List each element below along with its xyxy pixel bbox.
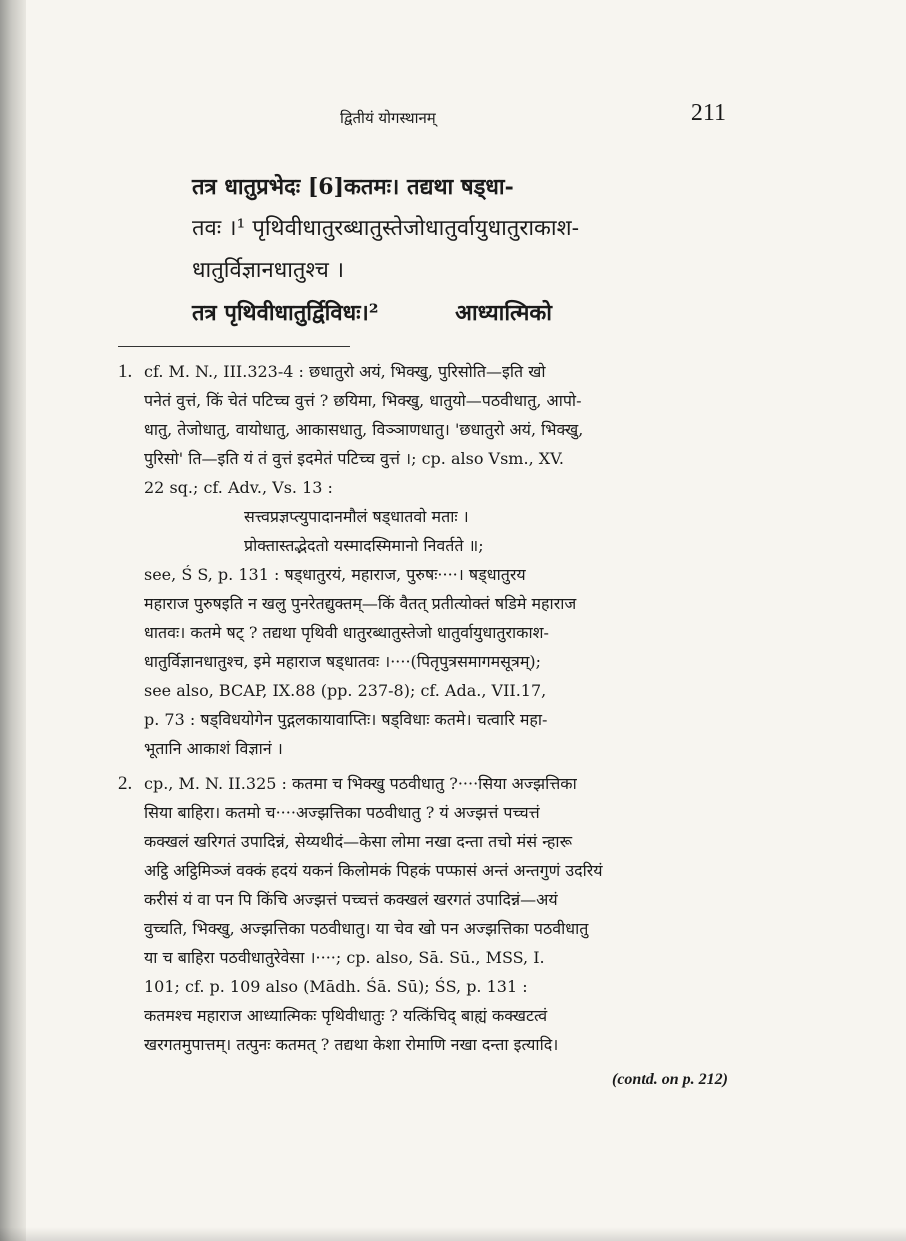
footnote-line: महाराज पुरुषइति न खलु पुनरेतद्युक्तम्—किं वैतत् प्रतीत्योक्तं षडिमे महाराज (144, 594, 577, 613)
footnote-line: cp., M. N. II.325 : कतमा च भिक्खु पठवीधातु ?····सिया अज्झत्तिका (144, 774, 577, 793)
footnote-line: धातुर्विज्ञानधातुश्च, इमे महाराज षड्धातवः ।····(पितृपुत्रसमागमसूत्रम्); (144, 652, 542, 671)
footnote-line: cf. M. N., III.323-4 : छधातुरो अयं, भिक्खु, पुरिसोति—इति खो (144, 362, 546, 381)
footnote-line: कक्खलं खरिगतं उपादिन्नं, सेय्यथीदं—केसा लोमा नखा दन्ता तचो मंसं न्हारू (144, 832, 572, 851)
book-spine-shadow (0, 0, 26, 1241)
main-line: धातुर्विज्ञानधातुश्च । (192, 258, 345, 283)
continued-note: (contd. on p. 212) (612, 1071, 728, 1088)
page-number: 211 (690, 100, 726, 126)
footnote-line: पनेतं वुत्तं, किं चेतं पटिच्च वुत्तं ? छयिमा, भिक्खु, धातुयो—पठवीधातु, आपो- (144, 391, 582, 410)
footnote-line: करीसं यं वा पन पि किंचि अज्झत्तं पच्चत्तं कक्खलं खरगतं उपादिन्नं—अयं (144, 890, 558, 909)
footnote-2 (118, 769, 728, 1059)
footnote-line: 101; cf. p. 109 also (Mādh. Śā. Sū); ŚS, p. 131 : (144, 977, 528, 996)
page-edge-shadow (0, 1227, 906, 1241)
footnotes (118, 357, 728, 1094)
verse-line: प्रोक्तास्तद्भेदतो यस्मादस्मिमानो निवर्तते ॥; (244, 536, 484, 555)
footnote-line: पुरिसो' ति—इति यं तं वुत्तं इदमेतं पटिच्च वुत्तं ।; cp. also Vsm., XV. (144, 449, 564, 468)
main-line: तवः ।¹ पृथिवीधातुरब्धातुस्तेजोधातुर्वायुधातुराकाश- (192, 216, 580, 241)
footnote-line: या च बाहिरा पठवीधातुरेवेसा ।····; cp. also, Sā. Sū., MSS, I. (144, 948, 545, 967)
footnote-line: भूतानि आकाशं विज्ञानं । (144, 739, 283, 758)
footnote-line: सिया बाहिरा। कतमो च····अज्झत्तिका पठवीधातु ? यं अज्झत्तं पच्चत्तं (144, 803, 540, 822)
footnote-rule (118, 346, 350, 347)
running-title: द्वितीयं योगस्थानम् (340, 109, 436, 127)
footnote-line: see also, BCAP, IX.88 (pp. 237-8); cf. Ada., VII.17, (144, 681, 547, 700)
page (118, 100, 728, 1094)
footnote-number: 2. (118, 773, 133, 794)
footnote-number: 1. (118, 361, 133, 382)
footnote-1 (118, 357, 728, 763)
main-line: तत्र पृथिवीधातुर्द्विविधः।² आध्यात्मिको (192, 300, 552, 326)
footnote-line: see, Ś S, p. 131 : षड्धातुरयं, महाराज, पुरुषः····। षड्धातुरय (144, 565, 526, 584)
verse-line: सत्त्वप्रज्ञप्त्युपादानमौलं षड्धातवो मताः । (244, 507, 469, 526)
footnote-line: p. 73 : षड्विधयोगेन पुद्गलकायावाप्तिः। षड्विधाः कतमे। चत्वारि महा- (144, 710, 548, 729)
footnote-line: 22 sq.; cf. Adv., Vs. 13 : (144, 478, 333, 497)
main-text (118, 166, 728, 334)
footnote-line: खरगतमुपात्तम्। तत्पुनः कतमत् ? तद्यथा केशा रोमाणि नखा दन्ता इत्यादि। (144, 1035, 559, 1054)
footnote-line: धातु, तेजोधातु, वायोधातु, आकासधातु, विञ्ञाणधातु। 'छधातुरो अयं, भिक्खु, (144, 420, 584, 439)
footnote-line: धातवः। कतमे षट् ? तद्यथा पृथिवी धातुरब्धातुस्तेजो धातुर्वायुधातुराकाश- (144, 623, 549, 642)
main-line: तत्र धातुप्रभेदः [6]कतमः। तद्यथा षड्धा- (192, 174, 514, 200)
running-head (118, 100, 728, 144)
footnote-line: कतमश्च महाराज आध्यात्मिकः पृथिवीधातुः ? यत्किंचिद् बाह्यं कक्खटत्वं (144, 1006, 548, 1025)
footnote-line: अट्ठि अट्ठिमिञ्जं वक्कं हदयं यकनं किलोमकं पिहकं पप्फासं अन्तं अन्तगुणं उदरियं (144, 861, 603, 880)
footnote-line: वुच्चति, भिक्खु, अज्झत्तिका पठवीधातु। या चेव खो पन अज्झत्तिका पठवीधातु (144, 919, 589, 938)
